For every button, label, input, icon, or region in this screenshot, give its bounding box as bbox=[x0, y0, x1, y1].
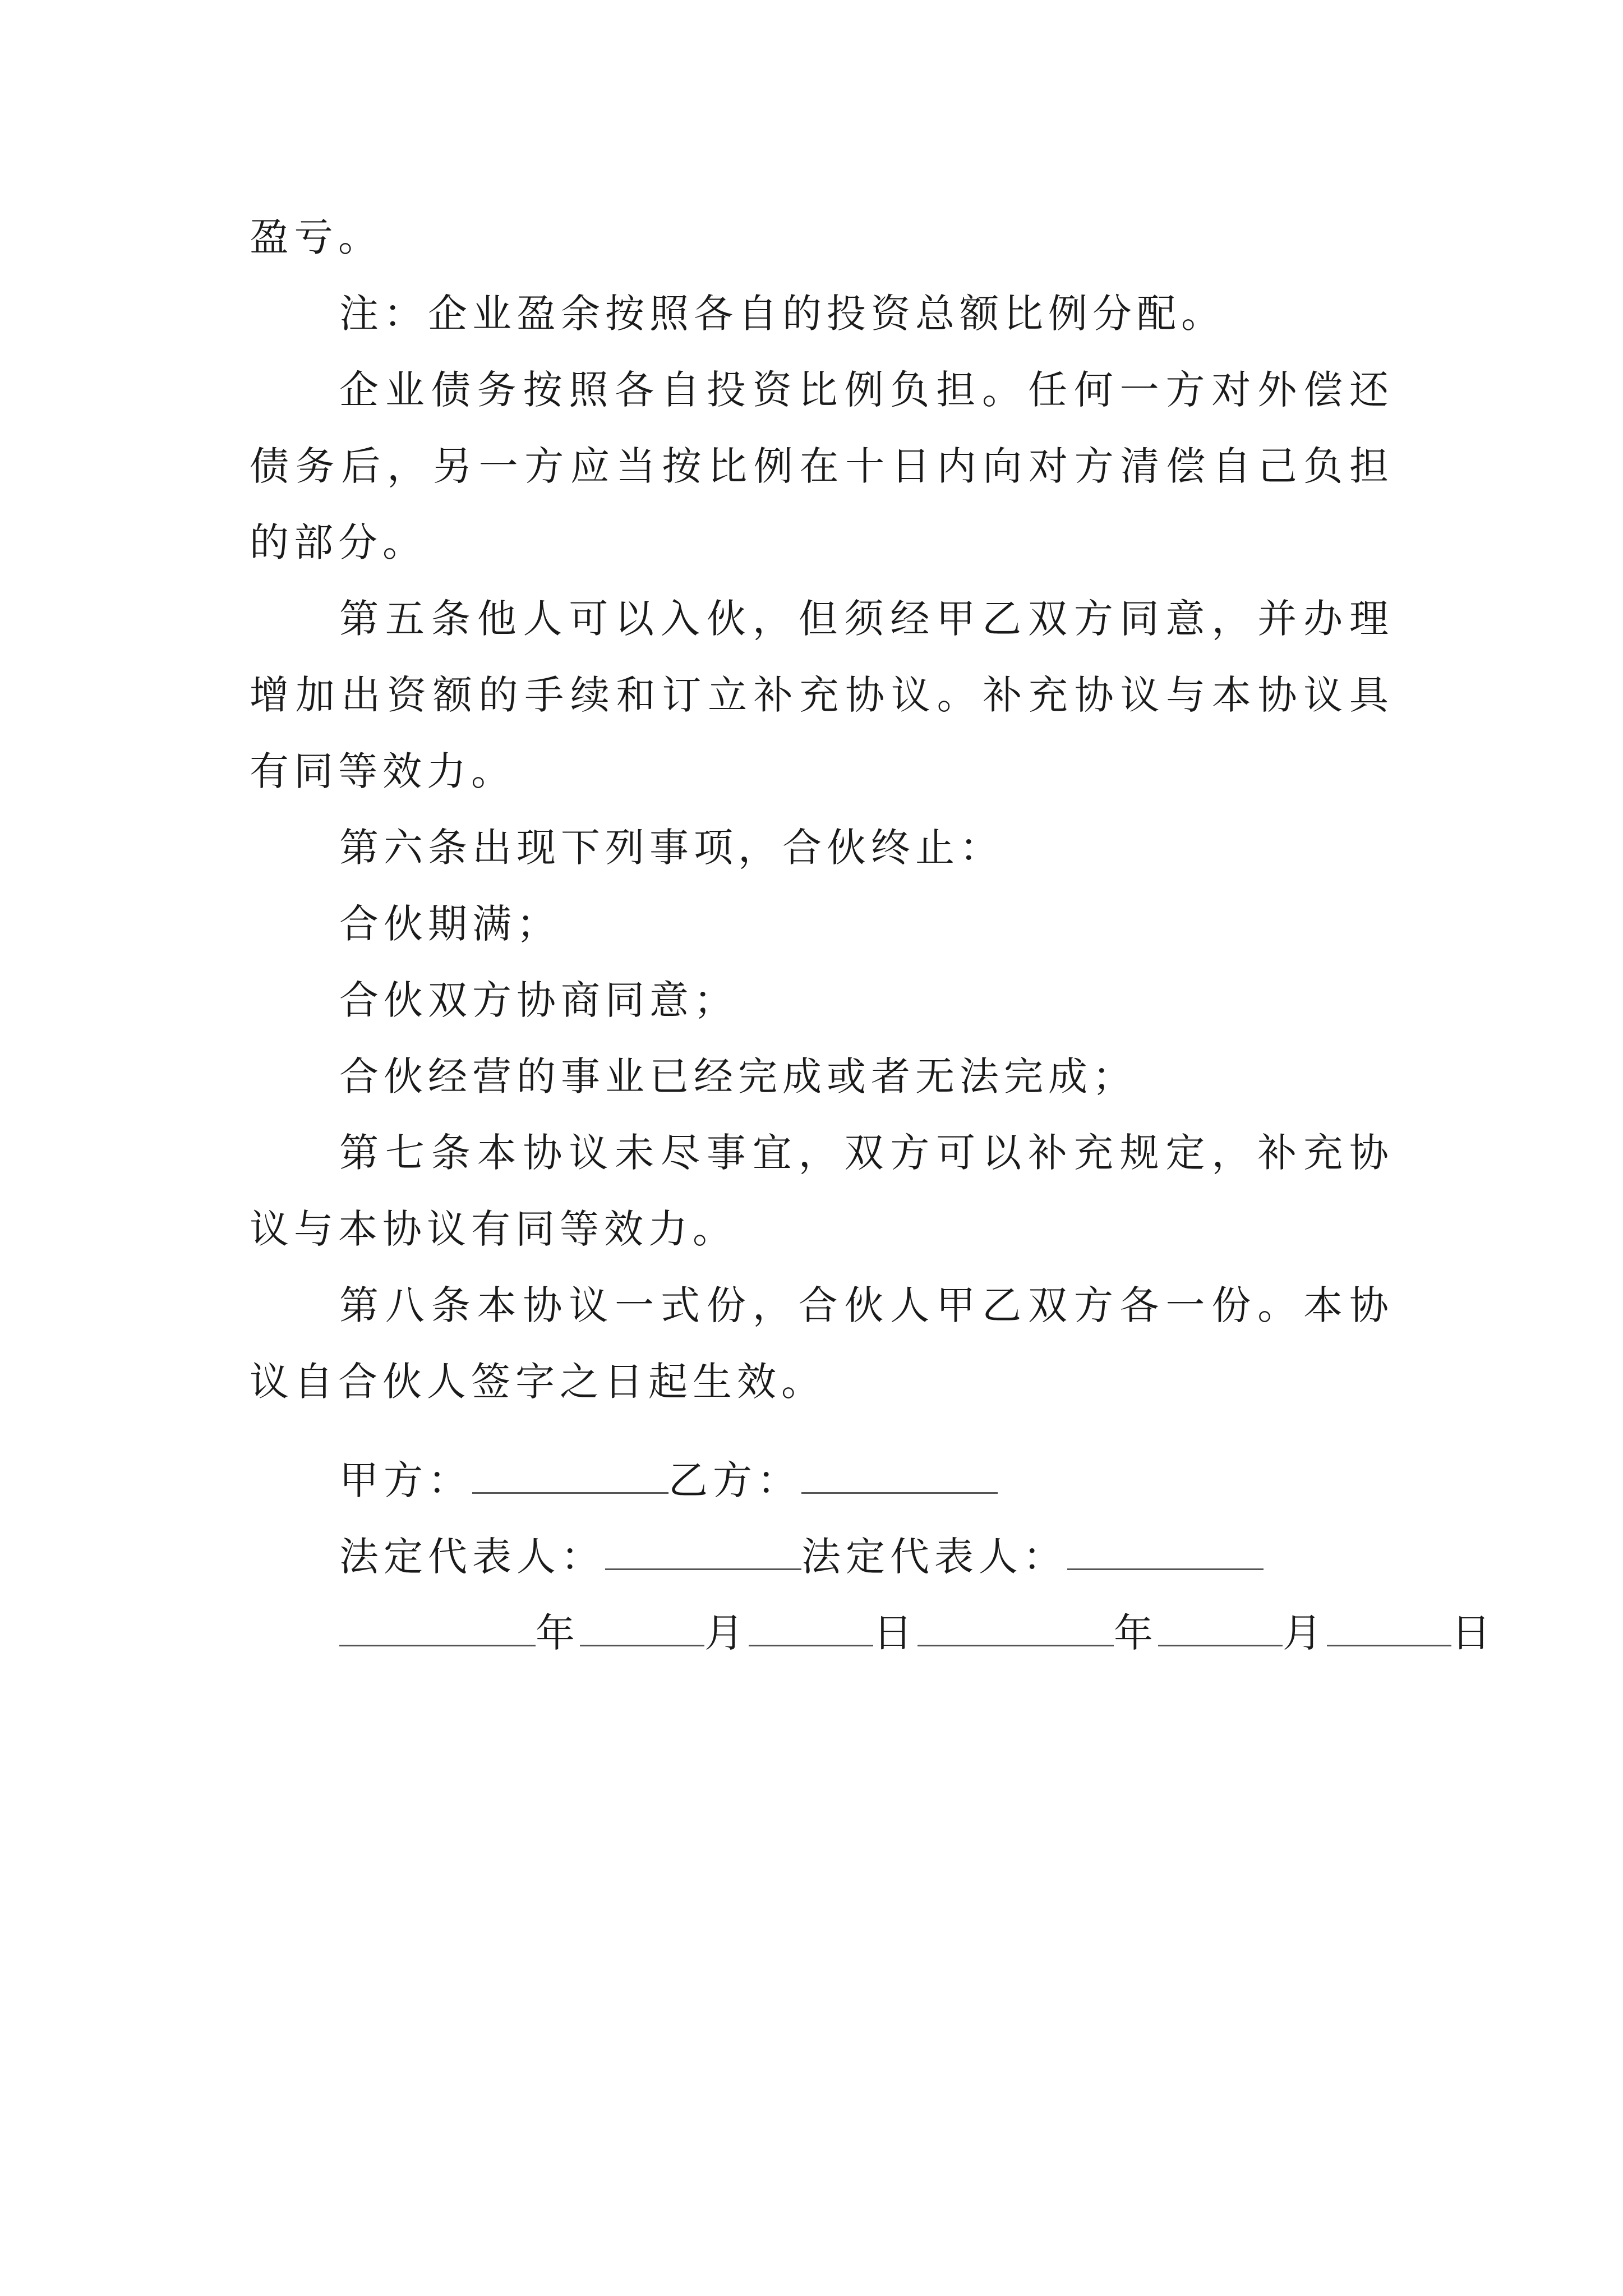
party-b-blank[interactable] bbox=[801, 1454, 998, 1494]
date-b-day-blank[interactable] bbox=[1327, 1607, 1451, 1646]
legal-rep-a-blank[interactable] bbox=[605, 1530, 801, 1570]
paragraph-profit-loss: 盈亏。 bbox=[250, 214, 382, 260]
paragraph-term-expired: 合伙期满； bbox=[339, 901, 561, 947]
date-a-year-blank[interactable] bbox=[339, 1607, 536, 1646]
legal-rep-b-label: 法定代表人： bbox=[801, 1534, 1067, 1580]
legal-rep-a-label: 法定代表人： bbox=[339, 1534, 605, 1580]
signature-legal-rep-line bbox=[339, 1519, 1264, 1595]
date-a-month-label: 月 bbox=[704, 1610, 749, 1656]
paragraph-article-7: 第七条本协议未尽事宜，双方可以补充规定，补充协议与本协议有同等效力。 bbox=[250, 1130, 1394, 1252]
date-b-day-label: 日 bbox=[1451, 1610, 1496, 1656]
date-b-year-label: 年 bbox=[1114, 1610, 1158, 1656]
paragraph-article-8: 第八条本协议一式份，合伙人甲乙双方各一份。本协议自合伙人签字之日起生效。 bbox=[250, 1282, 1394, 1405]
date-a-day-blank[interactable] bbox=[749, 1607, 873, 1646]
date-a-day-label: 日 bbox=[873, 1610, 917, 1656]
party-a-label: 甲方： bbox=[339, 1457, 472, 1503]
signature-parties-line bbox=[339, 1442, 998, 1519]
party-a-blank[interactable] bbox=[472, 1454, 668, 1494]
date-b-month-blank[interactable] bbox=[1158, 1607, 1283, 1646]
document-body bbox=[250, 199, 1394, 1420]
paragraph-article-5: 第五条他人可以入伙，但须经甲乙双方同意，并办理增加出资额的手续和订立补充协议。补充协议与本协议具有同等效力。 bbox=[250, 596, 1394, 794]
party-b-label: 乙方： bbox=[668, 1457, 801, 1503]
date-a-year-label: 年 bbox=[536, 1610, 580, 1656]
paragraph-note-surplus: 注：企业盈余按照各自的投资总额比例分配。 bbox=[339, 291, 1225, 337]
paragraph-debt: 企业债务按照各自投资比例负担。任何一方对外偿还债务后，另一方应当按比例在十日内向对方清偿自己负担的部分。 bbox=[250, 367, 1394, 565]
date-b-year-blank[interactable] bbox=[917, 1607, 1114, 1646]
paragraph-business-completed: 合伙经营的事业已经完成或者无法完成； bbox=[339, 1053, 1137, 1099]
paragraph-mutual-consent: 合伙双方协商同意； bbox=[339, 977, 738, 1023]
date-a-month-blank[interactable] bbox=[580, 1607, 704, 1646]
paragraph-article-6: 第六条出现下列事项，合伙终止： bbox=[339, 825, 1004, 871]
date-b-month-label: 月 bbox=[1283, 1610, 1327, 1656]
legal-rep-b-blank[interactable] bbox=[1067, 1530, 1264, 1570]
signature-date-line bbox=[339, 1595, 1496, 1671]
